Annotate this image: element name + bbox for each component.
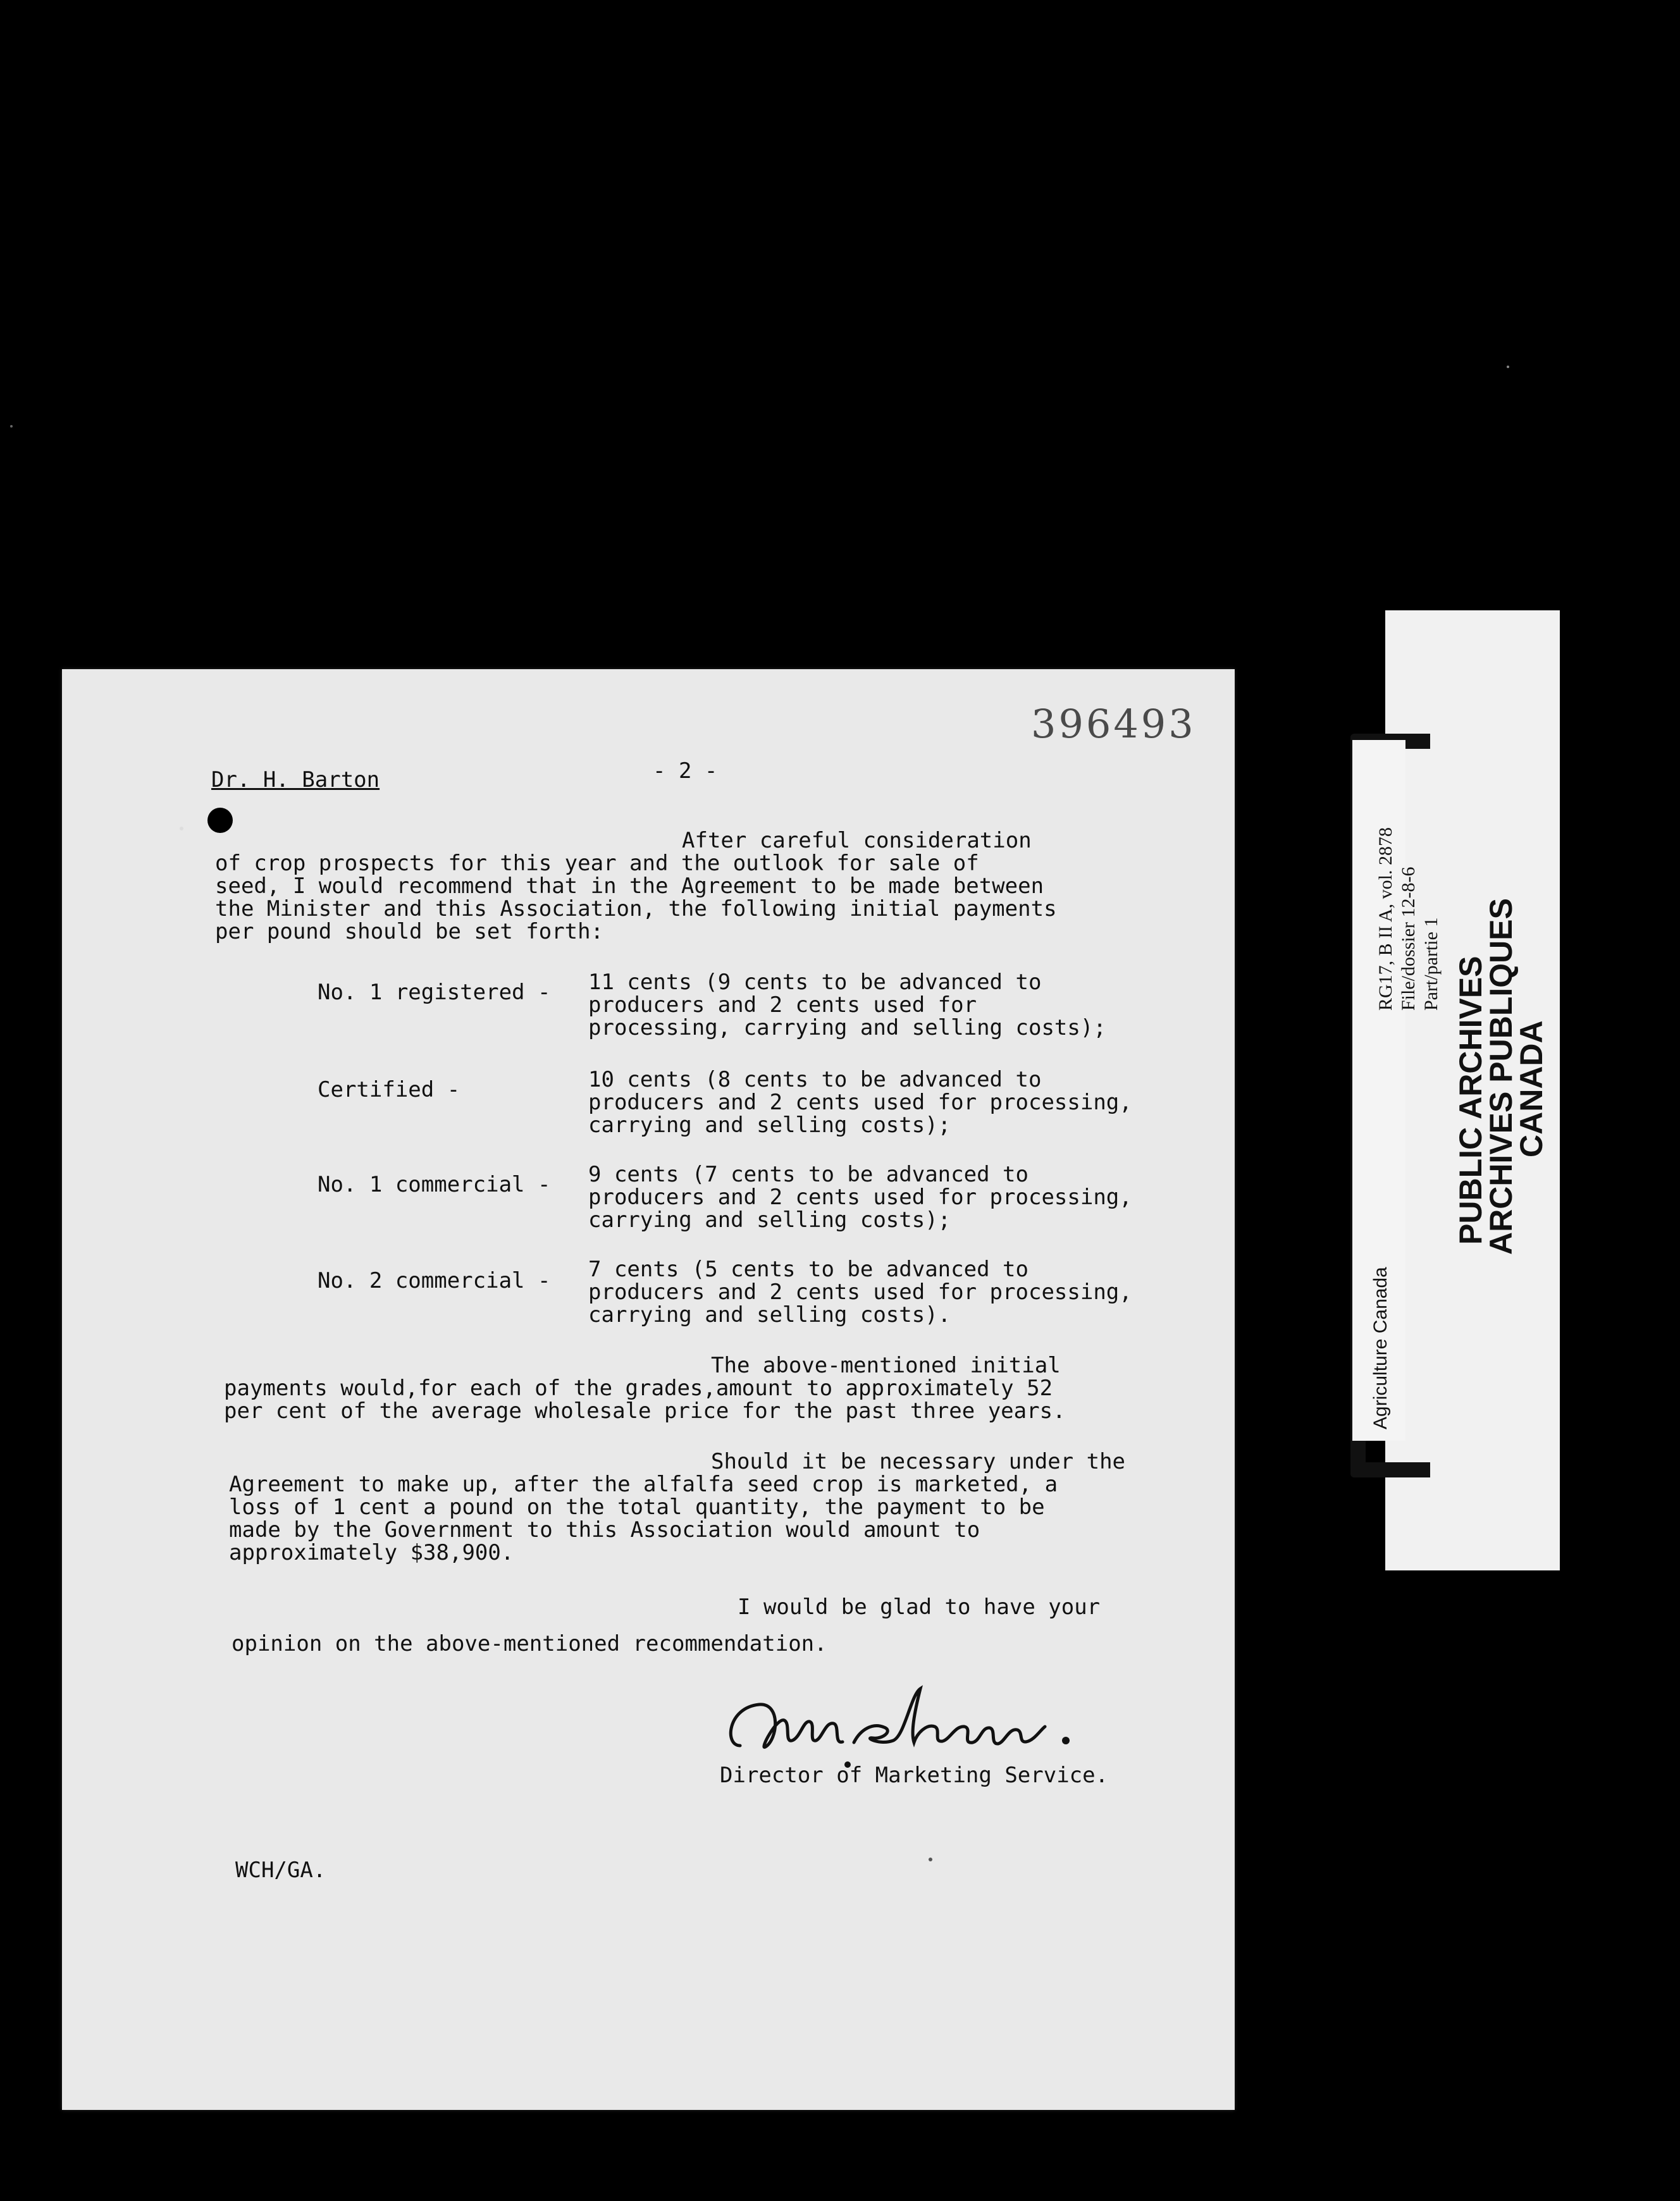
archive-reference-line: Part/partie 1 — [1421, 917, 1442, 1011]
archive-institution-line: PUBLIC ARCHIVES — [1453, 956, 1488, 1245]
speck — [1507, 366, 1509, 368]
speck — [929, 1858, 932, 1861]
reference-initials: WCH/GA. — [235, 1858, 326, 1883]
grade-detail-line: carrying and selling costs). — [588, 1302, 951, 1328]
paragraph-line: approximately $38,900. — [229, 1540, 514, 1565]
grade-detail-line: carrying and selling costs); — [588, 1113, 951, 1138]
archive-department: Agriculture Canada — [1370, 1267, 1391, 1429]
archive-reference-line: RG17, B II A, vol. 2878 — [1375, 827, 1396, 1011]
archive-reference-line: File/dossier 12-8-6 — [1398, 866, 1419, 1011]
paragraph-line: made by the Government to this Association would amount to — [229, 1517, 980, 1543]
paragraph-line: payments would,for each of the grades,amount to approximately 52 — [224, 1376, 1053, 1401]
paragraph-line: I would be glad to have your — [738, 1594, 1101, 1620]
archive-institution-line: CANADA — [1514, 1020, 1549, 1157]
paragraph-line: After careful consideration — [682, 828, 1032, 853]
paragraph-line: loss of 1 cent a pound on the total quantity, the payment to be — [229, 1495, 1045, 1520]
grade-detail-line: carrying and selling costs); — [588, 1207, 951, 1233]
addressee: Dr. H. Barton — [211, 767, 380, 792]
paragraph-line: of crop prospects for this year and the outlook for sale of — [215, 851, 979, 876]
paragraph-line: the Minister and this Association, the following initial payments — [215, 896, 1057, 922]
grade-detail-line: producers and 2 cents used for processing, — [588, 1090, 1132, 1115]
grade-detail-line: 10 cents (8 cents to be advanced to — [588, 1067, 1042, 1092]
grade-detail-line: 7 cents (5 cents to be advanced to — [588, 1257, 1028, 1282]
grade-detail-line: producers and 2 cents used for processing, — [588, 1279, 1132, 1305]
grade-detail-line: 11 cents (9 cents to be advanced to — [588, 970, 1042, 995]
grade-detail-line: producers and 2 cents used for processing, — [588, 1185, 1132, 1210]
speck — [10, 425, 13, 428]
grade-label: Certified - — [318, 1077, 460, 1102]
punch-hole-mark — [207, 808, 233, 833]
signature-title: Director of Marketing Service. — [720, 1763, 1109, 1788]
grade-detail-line: processing, carrying and selling costs); — [588, 1015, 1106, 1040]
handwritten-signature — [721, 1670, 1164, 1777]
paragraph-line: Should it be necessary under the — [711, 1449, 1126, 1474]
archive-institution-line: ARCHIVES PUBLIQUES — [1483, 898, 1519, 1255]
speck — [180, 827, 183, 830]
paragraph-line: opinion on the above-mentioned recommendation. — [232, 1631, 827, 1656]
grade-label: No. 1 commercial - — [318, 1172, 551, 1197]
paragraph-line: seed, I would recommend that in the Agreement to be made between — [215, 873, 1044, 899]
grade-label: No. 2 commercial - — [318, 1268, 551, 1293]
paragraph-line: The above-mentioned initial — [711, 1353, 1061, 1378]
page-marker: - 2 - — [653, 758, 718, 784]
paragraph-line: per pound should be set forth: — [215, 919, 604, 944]
grade-detail-line: 9 cents (7 cents to be advanced to — [588, 1162, 1028, 1187]
paragraph-line: per cent of the average wholesale price for the past three years. — [224, 1398, 1066, 1424]
grade-label: No. 1 registered - — [318, 980, 551, 1005]
document-number: 396493 — [1031, 701, 1196, 747]
grade-detail-line: producers and 2 cents used for — [588, 992, 977, 1018]
paragraph-line: Agreement to make up, after the alfalfa seed crop is marketed, a — [229, 1472, 1058, 1497]
